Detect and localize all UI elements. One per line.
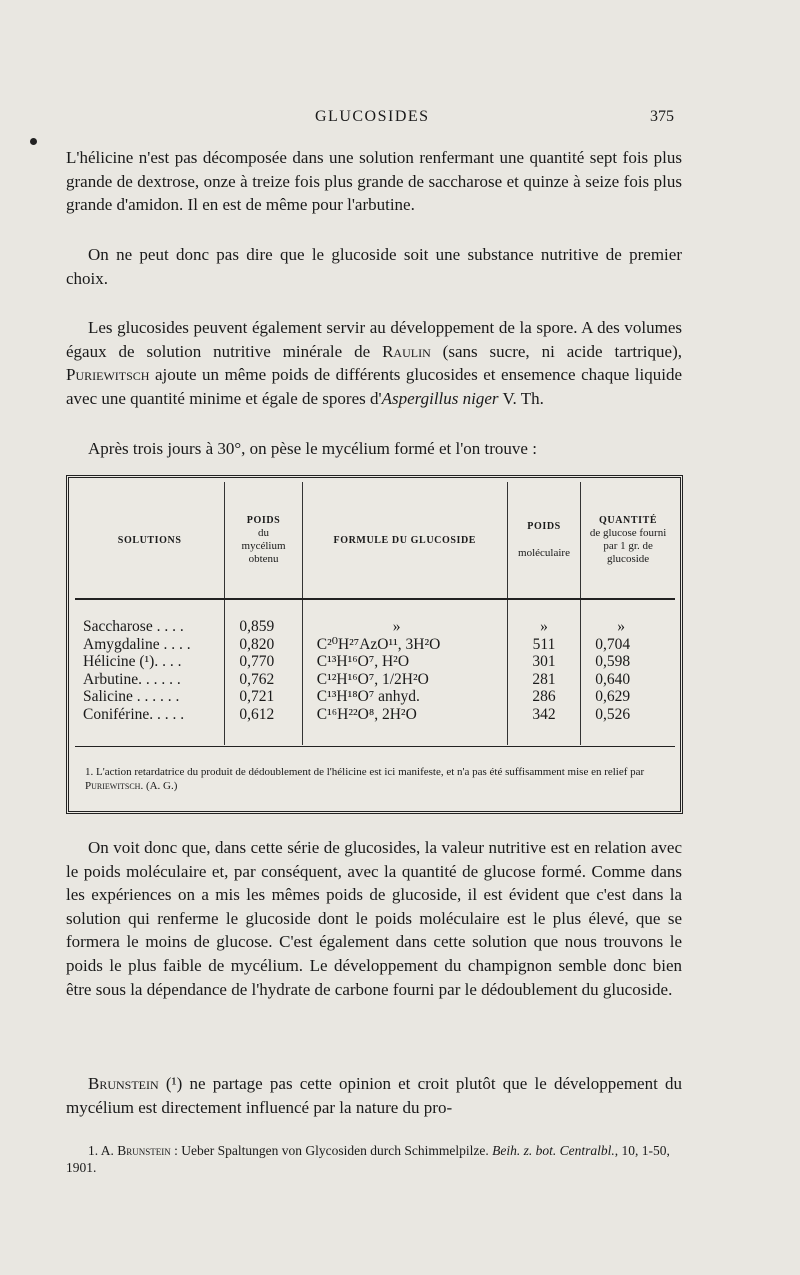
cell-formula: C¹²H¹⁶O⁷, 1/2H²O bbox=[302, 671, 507, 689]
results-table bbox=[66, 475, 683, 814]
cell-mol: 286 bbox=[507, 688, 580, 706]
header-mol-top: POIDS bbox=[527, 521, 561, 532]
paragraph-conclusion: On voit donc que, dans cette série de glucosides, la valeur nutritive est en relation avec le poids moléculaire et, par conséquent, avec la quantité de glucose formé. Comme dans les expériences on a mis les mêmes poids de glucoside, il est évident que c'est dans la solution qui renferme le glucoside dont le poids moléculaire est le plus élevé, que se formera le moins de glucose. C'est également dans cette solution que nous trouvons le poids le plus faible de mycélium. Le développement du champignon semble donc bien être sous la dépendance de l'hydrate de carbone fourni par le dédoublement du glucoside. bbox=[66, 838, 682, 999]
author-raulin: Raulin bbox=[382, 341, 431, 361]
page-footnote bbox=[66, 1142, 682, 1176]
header-poids-rest: mycélium obtenu bbox=[241, 540, 286, 565]
header-mol bbox=[507, 482, 580, 599]
paragraph-nutritive: On ne peut donc pas dire que le glucoside soit une substance nutritive de premier choix. bbox=[66, 245, 682, 288]
species-name: Aspergillus niger bbox=[381, 388, 499, 408]
table-header-row bbox=[75, 482, 675, 599]
header-solutions bbox=[75, 482, 225, 599]
footnote-citation: , 10, 1-50, 1901. bbox=[66, 1143, 670, 1175]
table-footnote-text: 1. L'action retardatrice du produit de dédoublement de l'hélicine est ici manifeste, et n'a pas été suffisamment mise en relief par bbox=[85, 766, 645, 778]
paragraph-brunstein-text: (¹) ne partage pas cette opinion et croit plutôt que le développement du mycélium est directement influencé par la nature du pro- bbox=[66, 1074, 682, 1117]
cell-poids: 0,721 bbox=[225, 688, 302, 706]
footnote-title: : Ueber Spaltungen von Glycosiden durch Schimmelpilze. bbox=[170, 1143, 493, 1158]
cell-formula: » bbox=[302, 599, 507, 636]
cell-poids: 0,762 bbox=[225, 671, 302, 689]
cell-mol: » bbox=[507, 599, 580, 636]
cell-mol: 301 bbox=[507, 653, 580, 671]
paragraph-spore-text: Les glucosides peuvent également servir au développement de la spore. A des volumes égaux de solution nutritive minérale de bbox=[66, 318, 682, 361]
cell-formula: C²⁰H²⁷AzO¹¹, 3H²O bbox=[302, 636, 507, 654]
margin-dot bbox=[30, 138, 37, 145]
paragraph-brunstein bbox=[66, 1072, 682, 1119]
cell-solution: Arbutine. . . . . . bbox=[75, 671, 225, 689]
cell-quantite: 0,629 bbox=[595, 688, 631, 705]
cell-quantite: 0,640 bbox=[595, 670, 631, 688]
table-row bbox=[75, 599, 675, 636]
cell-solution: Saccharose . . . . bbox=[75, 599, 225, 636]
header-quantite bbox=[581, 482, 675, 599]
cell-formula: C¹³H¹⁶O⁷, H²O bbox=[302, 653, 507, 671]
running-header bbox=[0, 108, 800, 130]
table-row bbox=[75, 706, 675, 746]
header-poids bbox=[225, 482, 302, 599]
table-row bbox=[75, 688, 675, 706]
cell-quantite: 0,704 bbox=[595, 635, 631, 653]
footnote-author: Brunstein bbox=[117, 1143, 171, 1158]
footnote-journal: Beih. z. bot. Centralbl. bbox=[492, 1143, 615, 1158]
header-formule bbox=[302, 482, 507, 599]
cell-quantite: » bbox=[617, 618, 625, 635]
paragraph-results-intro: Après trois jours à 30°, on pèse le mycélium formé et l'on trouve : bbox=[88, 439, 537, 458]
table-footnote bbox=[75, 746, 675, 798]
cell-mol: 281 bbox=[507, 671, 580, 689]
table-footnote-text: . (A. G.) bbox=[140, 780, 178, 792]
cell-solution: Amygdaline . . . . bbox=[75, 636, 225, 654]
header-formule-label: FORMULE DU GLUCOSIDE bbox=[333, 534, 477, 546]
table-row bbox=[75, 653, 675, 671]
running-title: GLUCOSIDES bbox=[315, 108, 430, 125]
table-footnote-author: Puriewitsch bbox=[85, 780, 141, 792]
paragraph-spore bbox=[66, 316, 682, 410]
cell-solution: Coniférine. . . . . bbox=[75, 706, 225, 746]
cell-quantite: 0,598 bbox=[595, 653, 631, 670]
author-brunstein: Brunstein bbox=[88, 1074, 159, 1093]
cell-solution: Salicine . . . . . . bbox=[75, 688, 225, 706]
header-poids-top: POIDS bbox=[246, 515, 281, 526]
cell-poids: 0,820 bbox=[225, 636, 302, 654]
results-grid bbox=[75, 482, 675, 745]
paragraph-spore-text: (sans sucre, ni acide tartrique), bbox=[430, 341, 682, 361]
paragraph-spore-text: ajoute un même poids de différents glucosides et ensemence chaque liquide avec une quantité minime et égale de spores d' bbox=[66, 365, 682, 408]
table-body bbox=[75, 599, 675, 745]
cell-poids: 0,612 bbox=[225, 706, 302, 746]
table-row bbox=[75, 671, 675, 689]
cell-formula: C¹³H¹⁸O⁷ anhyd. bbox=[302, 688, 507, 706]
header-poids-du: du bbox=[258, 527, 270, 539]
header-solutions-label: SOLUTIONS bbox=[117, 534, 182, 546]
cell-poids: 0,859 bbox=[225, 599, 302, 636]
cell-quantite: 0,526 bbox=[595, 705, 631, 723]
header-quantite-rest: de glucose fourni par 1 gr. de glucoside bbox=[589, 527, 667, 565]
author-puriewitsch: Puriewitsch bbox=[66, 365, 150, 385]
paragraph-spore-text: V. Th. bbox=[498, 388, 544, 408]
paragraph-helicine: L'hélicine n'est pas décomposée dans une solution renfermant une quantité sept fois plus grande de dextrose, onze à treize fois plus grande de saccharose et quinze à seize fois plus grande d'amidon. Il en est de même pour l'arbutine. bbox=[66, 148, 682, 215]
header-quantite-top: QUANTITÉ bbox=[599, 515, 658, 526]
header-mol-bottom: moléculaire bbox=[518, 547, 570, 559]
cell-poids: 0,770 bbox=[225, 653, 302, 671]
cell-solution: Hélicine (¹). . . . bbox=[75, 653, 225, 671]
page-number: 375 bbox=[650, 108, 674, 125]
cell-mol: 342 bbox=[507, 706, 580, 746]
cell-formula: C¹⁶H²²O⁸, 2H²O bbox=[302, 706, 507, 746]
table-row bbox=[75, 636, 675, 654]
cell-mol: 511 bbox=[507, 636, 580, 654]
footnote-number: 1. A. bbox=[88, 1143, 118, 1158]
